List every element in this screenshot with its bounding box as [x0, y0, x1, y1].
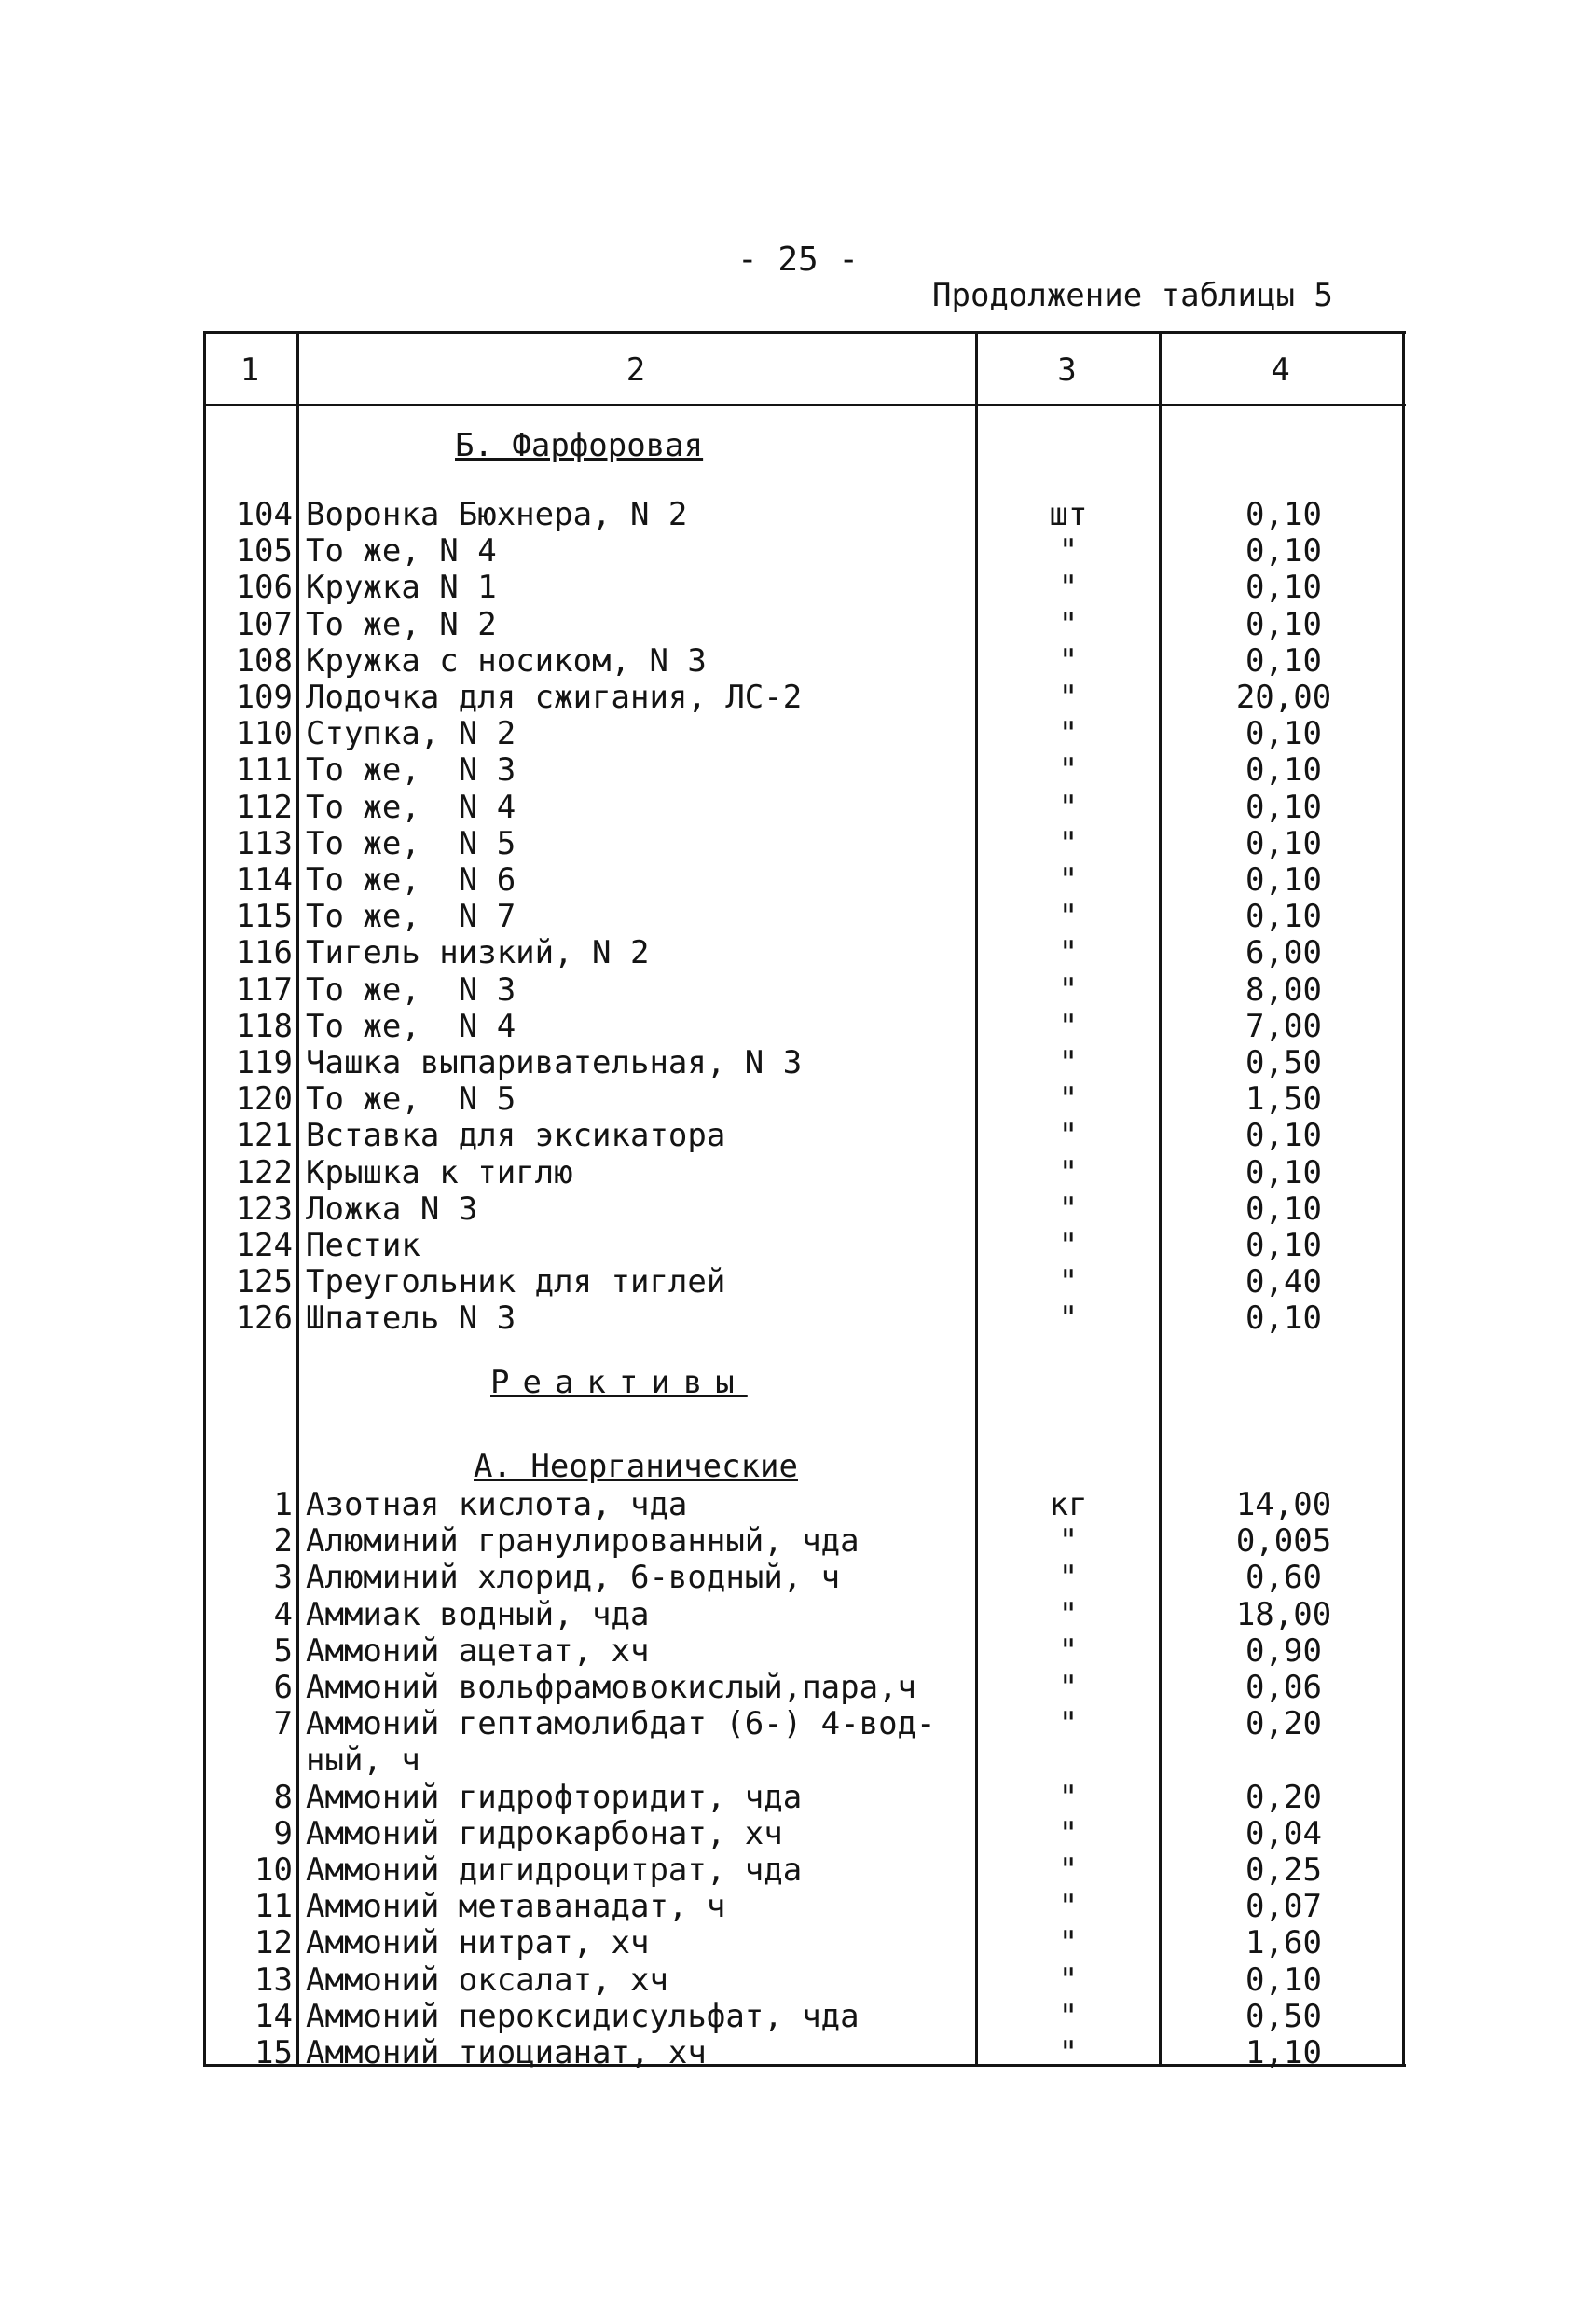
item-quantity: 0,10	[1245, 532, 1322, 571]
item-unit: "	[1058, 1888, 1079, 1926]
row-number: 115	[235, 898, 293, 936]
item-unit: "	[1058, 1961, 1079, 1999]
row-number: 12	[255, 1924, 293, 1962]
item-quantity: 0,10	[1245, 1961, 1322, 1999]
table-row	[203, 1706, 1406, 1742]
item-quantity: 0,10	[1245, 641, 1322, 680]
item-unit: "	[1058, 824, 1079, 862]
item-unit: "	[1058, 1263, 1079, 1301]
item-quantity: 0,10	[1245, 715, 1322, 753]
table-row	[203, 1962, 1406, 1999]
item-name: Шпатель N 3	[306, 1300, 516, 1338]
item-unit: "	[1058, 1044, 1079, 1081]
item-quantity: 0,10	[1245, 1117, 1322, 1155]
item-name: Вставка для эксикатора	[306, 1117, 726, 1155]
item-quantity: 1,60	[1245, 1924, 1322, 1962]
table-row	[203, 1633, 1406, 1670]
item-name: Аммоний гидрокарбонат, хч	[306, 1814, 783, 1852]
item-quantity: 6,00	[1245, 934, 1322, 972]
item-unit: "	[1058, 1924, 1079, 1962]
table-row	[203, 533, 1406, 570]
row-number: 109	[235, 679, 293, 716]
item-unit: "	[1058, 1705, 1079, 1743]
item-name: Аммоний ацетат, хч	[306, 1631, 650, 1670]
item-unit: "	[1058, 715, 1079, 753]
table-row	[203, 2035, 1406, 2071]
table-row	[203, 643, 1406, 680]
row-number: 2	[273, 1522, 293, 1561]
row-number: 119	[235, 1044, 293, 1081]
item-name: Пестик	[306, 1227, 420, 1264]
row-number: 118	[235, 1007, 293, 1045]
row-number: 106	[235, 569, 293, 607]
table-row	[203, 1081, 1406, 1118]
item-name: То же, N 5	[306, 824, 516, 862]
item-name: Аммоний гептамолибдат (6-) 4-вод-	[306, 1705, 936, 1743]
item-quantity: 0,50	[1245, 1997, 1322, 2035]
table-row	[203, 1264, 1406, 1300]
row-number: 108	[235, 641, 293, 680]
item-quantity: 0,10	[1245, 1190, 1322, 1228]
table-row	[203, 790, 1406, 826]
item-quantity: 0,10	[1245, 605, 1322, 643]
column-header-4: 4	[1271, 351, 1290, 389]
row-number: 107	[235, 605, 293, 643]
row-number: 116	[235, 934, 293, 972]
row-number: 121	[235, 1117, 293, 1155]
item-quantity: 0,10	[1245, 1227, 1322, 1264]
item-quantity: 7,00	[1245, 1007, 1322, 1045]
item-quantity: 0,04	[1245, 1814, 1322, 1852]
item-name: То же, N 4	[306, 532, 497, 571]
row-number: 120	[235, 1080, 293, 1119]
row-number: 104	[235, 496, 293, 533]
item-unit: "	[1058, 1117, 1079, 1155]
item-unit: "	[1058, 605, 1079, 643]
item-unit: "	[1058, 2034, 1079, 2071]
item-unit: кг	[1049, 1486, 1088, 1523]
row-number: 113	[235, 824, 293, 862]
item-unit: "	[1058, 1814, 1079, 1852]
item-unit: "	[1058, 1778, 1079, 1816]
item-unit: "	[1058, 1007, 1079, 1045]
item-name: Аммоний дигидроцитрат, чда	[306, 1851, 803, 1889]
item-quantity: 20,00	[1235, 679, 1332, 716]
item-quantity: 0,10	[1245, 898, 1322, 936]
header-separator	[203, 404, 1406, 406]
row-number: 125	[235, 1263, 293, 1301]
item-quantity: 0,10	[1245, 1153, 1322, 1191]
table-row	[203, 1780, 1406, 1816]
row-number: 11	[255, 1888, 293, 1926]
item-name: То же, N 4	[306, 788, 516, 826]
item-unit: "	[1058, 1300, 1079, 1338]
row-number: 126	[235, 1300, 293, 1338]
item-unit: "	[1058, 1153, 1079, 1191]
item-quantity: 0,005	[1235, 1522, 1332, 1561]
item-unit: "	[1058, 1631, 1079, 1670]
row-number: 5	[273, 1631, 293, 1670]
item-name: Лодочка для сжигания, ЛС-2	[306, 679, 803, 716]
row-number: 15	[255, 2034, 293, 2071]
item-name: Треугольник для тиглей	[306, 1263, 726, 1301]
row-number: 105	[235, 532, 293, 571]
table-row	[203, 1925, 1406, 1961]
table-row	[203, 1045, 1406, 1081]
table-row	[203, 1300, 1406, 1337]
item-name: Аммоний метаванадат, ч	[306, 1888, 726, 1926]
item-unit: "	[1058, 898, 1079, 936]
row-number: 123	[235, 1190, 293, 1228]
item-quantity: 0,40	[1245, 1263, 1322, 1301]
item-name: Воронка Бюхнера, N 2	[306, 496, 688, 533]
item-unit: "	[1058, 1851, 1079, 1889]
item-quantity: 0,25	[1245, 1851, 1322, 1889]
table-continuation-caption: Продолжение таблицы 5	[932, 277, 1333, 314]
section-heading-porcelain: Б. Фарфоровая	[455, 427, 704, 464]
item-quantity: 8,00	[1245, 970, 1322, 1009]
item-quantity: 0,50	[1245, 1044, 1322, 1081]
item-name: Аммоний нитрат, хч	[306, 1924, 650, 1962]
item-quantity: 18,00	[1235, 1595, 1332, 1633]
data-table	[203, 331, 1406, 2071]
table-row	[203, 1155, 1406, 1191]
item-name: Аммоний оксалат, хч	[306, 1961, 668, 1999]
item-unit: "	[1058, 1227, 1079, 1264]
page-number: - 25 -	[736, 241, 860, 279]
table-row	[203, 1191, 1406, 1228]
item-unit: "	[1058, 1522, 1079, 1561]
table-row-continuation	[203, 1742, 1406, 1779]
item-quantity: 0,10	[1245, 861, 1322, 899]
table-row	[203, 1118, 1406, 1154]
item-name: Ложка N 3	[306, 1190, 478, 1228]
table-row	[203, 1560, 1406, 1596]
row-number: 117	[235, 970, 293, 1009]
table-row	[203, 716, 1406, 752]
item-quantity: 14,00	[1235, 1486, 1332, 1523]
item-unit: "	[1058, 788, 1079, 826]
item-name: Тигель низкий, N 2	[306, 934, 650, 972]
item-name-continuation: ный, ч	[306, 1741, 420, 1780]
row-number: 124	[235, 1227, 293, 1264]
table-row	[203, 1999, 1406, 2035]
item-unit: шт	[1049, 496, 1088, 533]
item-name: Аммоний вольфрамовокислый,пара,ч	[306, 1669, 917, 1706]
row-number: 4	[273, 1595, 293, 1633]
item-name: Кружка N 1	[306, 569, 497, 607]
table-row	[203, 899, 1406, 935]
row-number: 3	[273, 1559, 293, 1597]
item-unit: "	[1058, 751, 1079, 790]
item-name: То же, N 3	[306, 751, 516, 790]
row-number: 9	[273, 1814, 293, 1852]
column-header-2: 2	[626, 351, 646, 389]
row-number: 114	[235, 861, 293, 899]
item-unit: "	[1058, 679, 1079, 716]
table-row	[203, 497, 1406, 533]
item-quantity: 0,10	[1245, 496, 1322, 533]
table-row	[203, 1523, 1406, 1560]
item-name: Алюминий хлорид, 6-водный, ч	[306, 1559, 841, 1597]
item-quantity: 0,20	[1245, 1778, 1322, 1816]
item-name: Кружка с носиком, N 3	[306, 641, 707, 680]
item-unit: "	[1058, 641, 1079, 680]
item-unit: "	[1058, 1190, 1079, 1228]
table-row	[203, 680, 1406, 716]
item-unit: "	[1058, 1997, 1079, 2035]
table-row	[203, 1487, 1406, 1523]
item-quantity: 0,20	[1245, 1705, 1322, 1743]
table-row	[203, 1670, 1406, 1706]
item-name: Чашка выпаривательная, N 3	[306, 1044, 803, 1081]
item-quantity: 1,10	[1245, 2034, 1322, 2071]
table-row	[203, 607, 1406, 643]
item-quantity: 0,07	[1245, 1888, 1322, 1926]
row-number: 7	[273, 1705, 293, 1743]
row-number: 13	[255, 1961, 293, 1999]
table-row	[203, 862, 1406, 899]
item-quantity: 0,10	[1245, 824, 1322, 862]
item-quantity: 0,10	[1245, 1300, 1322, 1338]
column-header-3: 3	[1057, 351, 1077, 389]
table-row	[203, 1852, 1406, 1889]
row-number: 10	[255, 1851, 293, 1889]
item-name: Азотная кислота, чда	[306, 1486, 688, 1523]
item-quantity: 0,10	[1245, 569, 1322, 607]
table-row	[203, 1816, 1406, 1852]
row-number: 8	[273, 1778, 293, 1816]
item-name: Аммиак водный, чда	[306, 1595, 650, 1633]
table-row	[203, 570, 1406, 606]
table-row	[203, 1009, 1406, 1045]
table-row	[203, 1228, 1406, 1264]
table-row	[203, 1597, 1406, 1633]
item-name: То же, N 2	[306, 605, 497, 643]
section-heading-inorganic: А. Неорганические	[474, 1448, 798, 1485]
item-name: Аммоний гидрофторидит, чда	[306, 1778, 803, 1816]
item-unit: "	[1058, 1080, 1079, 1119]
table-row	[203, 972, 1406, 1009]
table-row	[203, 935, 1406, 971]
item-unit: "	[1058, 934, 1079, 972]
item-unit: "	[1058, 532, 1079, 571]
item-quantity: 0,10	[1245, 751, 1322, 790]
item-unit: "	[1058, 1595, 1079, 1633]
item-name: То же, N 5	[306, 1080, 516, 1119]
row-number: 1	[273, 1486, 293, 1523]
item-unit: "	[1058, 1559, 1079, 1597]
item-name: Аммоний тиоцианат, хч	[306, 2034, 707, 2071]
item-quantity: 0,10	[1245, 788, 1322, 826]
row-number: 110	[235, 715, 293, 753]
item-name: То же, N 6	[306, 861, 516, 899]
item-quantity: 1,50	[1245, 1080, 1322, 1119]
row-number: 14	[255, 1997, 293, 2035]
row-number: 6	[273, 1669, 293, 1706]
row-number: 111	[235, 751, 293, 790]
item-quantity: 0,60	[1245, 1559, 1322, 1597]
table-row	[203, 1889, 1406, 1925]
row-number: 112	[235, 788, 293, 826]
section-heading-reagents: Реактивы	[490, 1364, 748, 1401]
column-header-1: 1	[240, 351, 260, 389]
item-name: Крышка к тиглю	[306, 1153, 573, 1191]
item-unit: "	[1058, 569, 1079, 607]
item-name: Ступка, N 2	[306, 715, 516, 753]
item-name: То же, N 7	[306, 898, 516, 936]
table-top-border	[203, 331, 1406, 334]
item-quantity: 0,90	[1245, 1631, 1322, 1670]
item-name: То же, N 3	[306, 970, 516, 1009]
item-quantity: 0,06	[1245, 1669, 1322, 1706]
item-unit: "	[1058, 1669, 1079, 1706]
item-name: То же, N 4	[306, 1007, 516, 1045]
row-number: 122	[235, 1153, 293, 1191]
item-name: Алюминий гранулированный, чда	[306, 1522, 860, 1561]
item-name: Аммоний пероксидисульфат, чда	[306, 1997, 860, 2035]
item-unit: "	[1058, 861, 1079, 899]
table-row	[203, 752, 1406, 789]
item-unit: "	[1058, 970, 1079, 1009]
table-row	[203, 826, 1406, 862]
